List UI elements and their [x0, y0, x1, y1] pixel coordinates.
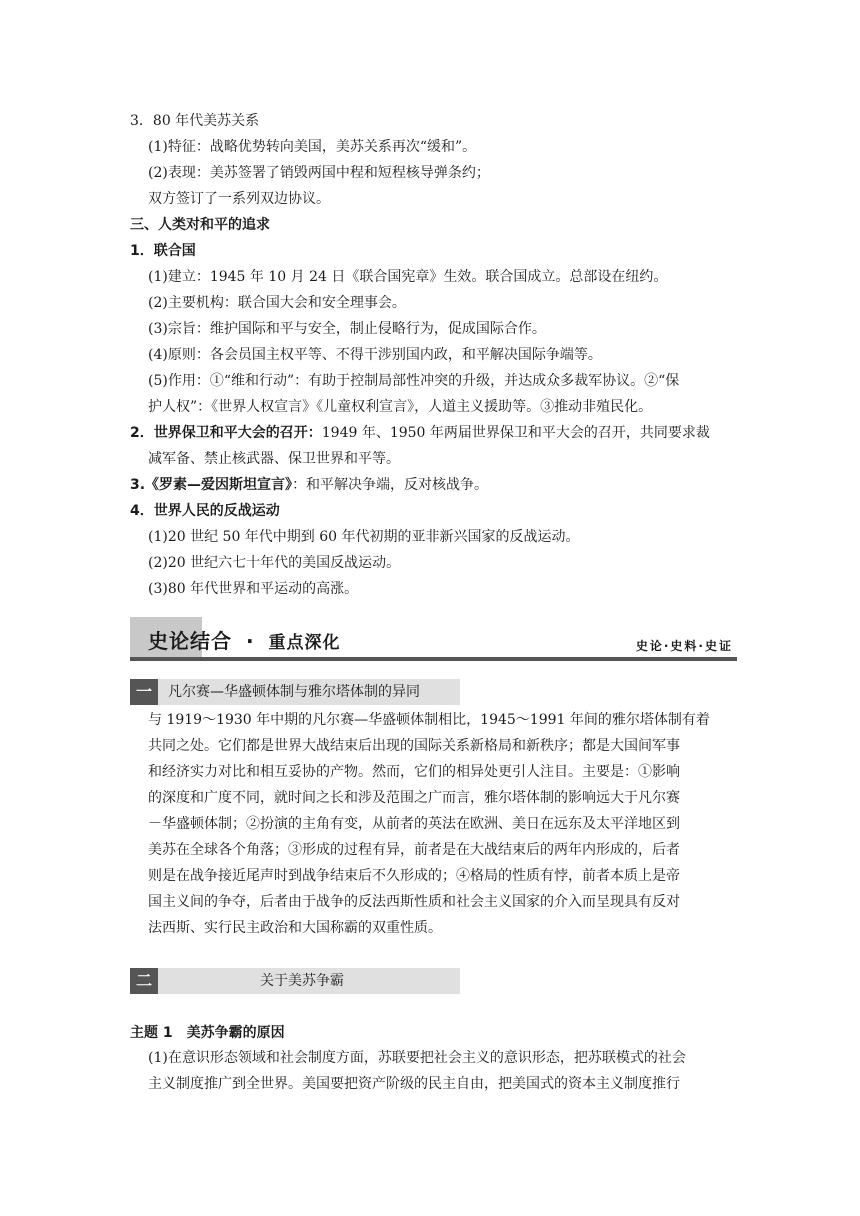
banner-rule	[130, 657, 737, 661]
peace-congress-text2: 减军备、禁止核武器、保卫世界和平等。	[148, 451, 400, 467]
antiwar-3: (3)80 年代世界和平运动的高涨。	[148, 581, 359, 597]
un-title: 1．联合国	[130, 243, 196, 259]
item3-feature: (1)特征：战略优势转向美国，美苏关系再次“缓和”。	[148, 139, 477, 155]
topic1-body-line: (1)在意识形态领域和社会制度方面，苏联要把社会主义的意识形态，把苏联模式的社会	[148, 1050, 686, 1066]
section1-title: 凡尔赛—华盛顿体制与雅尔塔体制的异同	[168, 684, 420, 700]
antiwar-1: (1)20 世纪 50 年代中期到 60 年代初期的亚非新兴国家的反战运动。	[148, 529, 580, 545]
peace-congress-text: 1949 年、1950 年两届世界保卫和平大会的召开，共同要求裁	[321, 425, 710, 441]
section1-number: 一	[130, 679, 158, 705]
un-organs: (2)主要机构：联合国大会和安全理事会。	[148, 295, 406, 311]
item3-title: 3．80 年代美苏关系	[130, 113, 260, 129]
peace-congress-line	[130, 423, 710, 443]
section1-body-line: 美苏在全球各个角落；③形成的过程有异，前者是在大战结束后的两年内形成的，后者	[148, 842, 680, 858]
section2-title: 关于美苏争霸	[260, 973, 344, 989]
section1-body	[148, 707, 736, 941]
russell-text: ：和平解决争端，反对核战争。	[292, 477, 489, 493]
topic1-title: 主题 1 美苏争霸的原因	[130, 1025, 285, 1041]
antiwar-title: 4．世界人民的反战运动	[130, 503, 280, 519]
section1-body-line: 的深度和广度不同，就时间之长和涉及范围之广而言，雅尔塔体制的影响远大于凡尔赛	[148, 790, 680, 806]
banner-right-label: 史论·史料·史证	[635, 639, 733, 653]
section1-body-line: 和经济实力对比和相互妥协的产物。然而，它们的相异处更引人注目。主要是：①影响	[148, 764, 680, 780]
banner-subtitle: 重点深化	[268, 633, 341, 653]
topic1-body	[148, 1045, 736, 1097]
un-role-a: (5)作用：①“维和行动”：有助于控制局部性冲突的升级，并达成众多裁军协议。②“保	[148, 373, 680, 389]
item3-performance: (2)表现：美苏签署了销毁两国中程和短程核导弹条约；	[148, 165, 490, 181]
section3-title: 三、人类对和平的追求	[130, 217, 270, 233]
peace-congress-title: 2．世界保卫和平大会的召开：	[130, 425, 322, 441]
section2-number: 二	[130, 968, 158, 994]
section1-body-line: 法西斯、实行民主政治和大国称霸的双重性质。	[148, 920, 442, 936]
un-establish: (1)建立：1945 年 10 月 24 日《联合国宪章》生效。联合国成立。总部设在纽约。	[148, 269, 668, 285]
section-banner	[130, 617, 737, 661]
un-role-b: 护人权”：《世界人权宣言》《儿童权利宣言》，人道主义援助等。③推动非殖民化。	[148, 399, 653, 415]
section1-body-line: 共同之处。它们都是世界大战结束后出现的国际关系新格局和新秩序；都是大国间军事	[148, 738, 680, 754]
russell-line	[130, 475, 488, 495]
section1-body-line: 国主义间的争夺，后者由于战争的反法西斯性质和社会主义国家的介入而呈现具有反对	[148, 894, 680, 910]
banner-title	[148, 625, 341, 654]
item3-performance-cont: 双方签订了一系列双边协议。	[148, 191, 330, 207]
section2-header	[130, 968, 460, 994]
section1-body-line: 与 1919～1930 年中期的凡尔赛—华盛顿体制相比，1945～1991 年间的雅尔塔体制有着	[148, 712, 710, 728]
un-principle: (4)原则：各会员国主权平等、不得干涉别国内政，和平解决国际争端等。	[148, 347, 602, 363]
un-purpose: (3)宗旨：维护国际和平与安全，制止侵略行为，促成国际合作。	[148, 321, 546, 337]
section1-body-line: 则是在战争接近尾声时到战争结束后不久形成的；④格局的性质有悖，前者本质上是帝	[148, 868, 680, 884]
russell-title: 3.《罗素—爱因斯坦宣言》	[130, 477, 293, 493]
antiwar-2: (2)20 世纪六七十年代的美国反战运动。	[148, 555, 401, 571]
banner-title-main: 史论结合	[148, 629, 232, 653]
banner-dot: ·	[245, 629, 255, 653]
topic1-body-line: 主义制度推广到全世界。美国要把资产阶级的民主自由，把美国式的资本主义制度推行	[148, 1076, 680, 1092]
section1-body-line: －华盛顿体制；②扮演的主角有变，从前者的英法在欧洲、美日在远东及太平洋地区到	[148, 816, 680, 832]
section1-header	[130, 679, 460, 705]
